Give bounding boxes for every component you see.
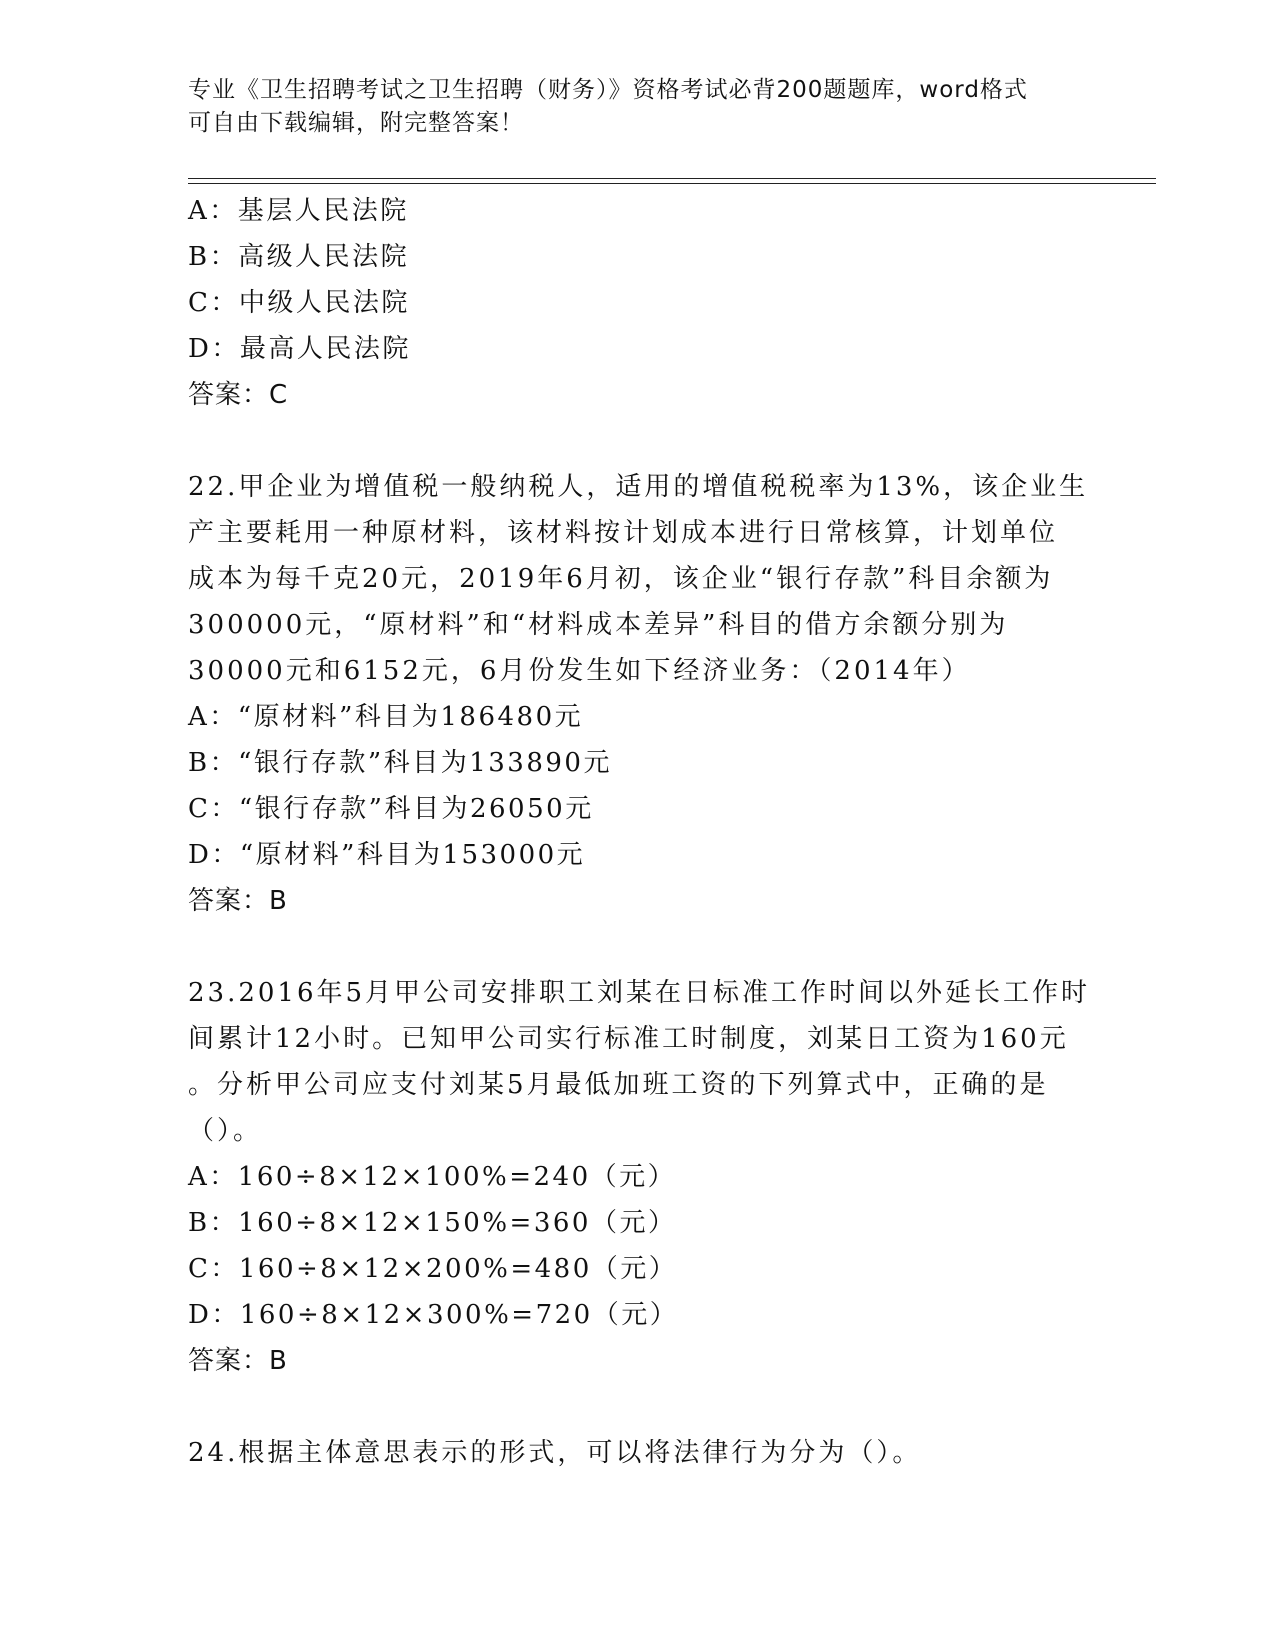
stem-line: 30000元和6152元，6月份发生如下经济业务：（2014年） xyxy=(188,656,971,686)
stem-line: 成本为每千克20元，2019年6月初，该企业“银行存款”科目余额为 xyxy=(188,564,1054,594)
option-c: C：“银行存款”科目为26050元 xyxy=(188,794,594,824)
question-23 xyxy=(188,970,1091,1384)
stem-line: 23.2016年5月甲公司安排职工刘某在日标准工作时间以外延长工作时 xyxy=(188,978,1091,1008)
answer: 答案：C xyxy=(188,380,289,410)
option-a: A：“原材料”科目为186480元 xyxy=(188,702,584,732)
stem-line: 24.根据主体意思表示的形式，可以将法律行为分为（）。 xyxy=(188,1438,922,1468)
stem-line: 。分析甲公司应支付刘某5月最低加班工资的下列算式中，正确的是 xyxy=(188,1070,1049,1100)
question-stem xyxy=(188,1430,1088,1476)
stem-line: 300000元，“原材料”和“材料成本差异”科目的借方余额分别为 xyxy=(188,610,1009,640)
header-line-2: 可自由下载编辑，附完整答案！ xyxy=(188,110,524,136)
option-d: D：最高人民法院 xyxy=(188,334,411,364)
option-a: A：基层人民法院 xyxy=(188,196,409,226)
option-b: B：高级人民法院 xyxy=(188,242,410,272)
stem-line: 间累计12小时。已知甲公司实行标准工时制度，刘某日工资为160元 xyxy=(188,1024,1069,1054)
question-22 xyxy=(188,464,1088,924)
option-d: D：160÷8×12×300%=720（元） xyxy=(188,1300,679,1330)
stem-line: 产主要耗用一种原材料，该材料按计划成本进行日常核算，计划单位 xyxy=(188,518,1059,548)
option-c: C：中级人民法院 xyxy=(188,288,410,318)
stem-line: （）。 xyxy=(188,1116,263,1146)
question-stem xyxy=(188,464,1088,694)
option-d: D：“原材料”科目为153000元 xyxy=(188,840,586,870)
option-b: B：160÷8×12×150%=360（元） xyxy=(188,1208,677,1238)
spacer xyxy=(188,924,1088,970)
header-line-1: 专业《卫生招聘考试之卫生招聘（财务）》资格考试必背200题题库，word格式 xyxy=(188,77,1028,103)
spacer xyxy=(188,1384,1088,1430)
question-21 xyxy=(188,188,1088,418)
document-header xyxy=(188,74,1088,140)
option-b: B：“银行存款”科目为133890元 xyxy=(188,748,612,778)
document-body xyxy=(188,188,1091,1476)
header-divider-bottom xyxy=(188,183,1156,184)
stem-line: 22.甲企业为增值税一般纳税人，适用的增值税税率为13%，该企业生 xyxy=(188,472,1089,502)
answer: 答案：B xyxy=(188,1346,288,1376)
question-24 xyxy=(188,1430,1088,1476)
header-divider-top xyxy=(188,178,1156,179)
question-stem xyxy=(188,970,1091,1154)
spacer xyxy=(188,418,1088,464)
answer: 答案：B xyxy=(188,886,288,916)
option-a: A：160÷8×12×100%=240（元） xyxy=(188,1162,677,1192)
option-c: C：160÷8×12×200%=480（元） xyxy=(188,1254,678,1284)
